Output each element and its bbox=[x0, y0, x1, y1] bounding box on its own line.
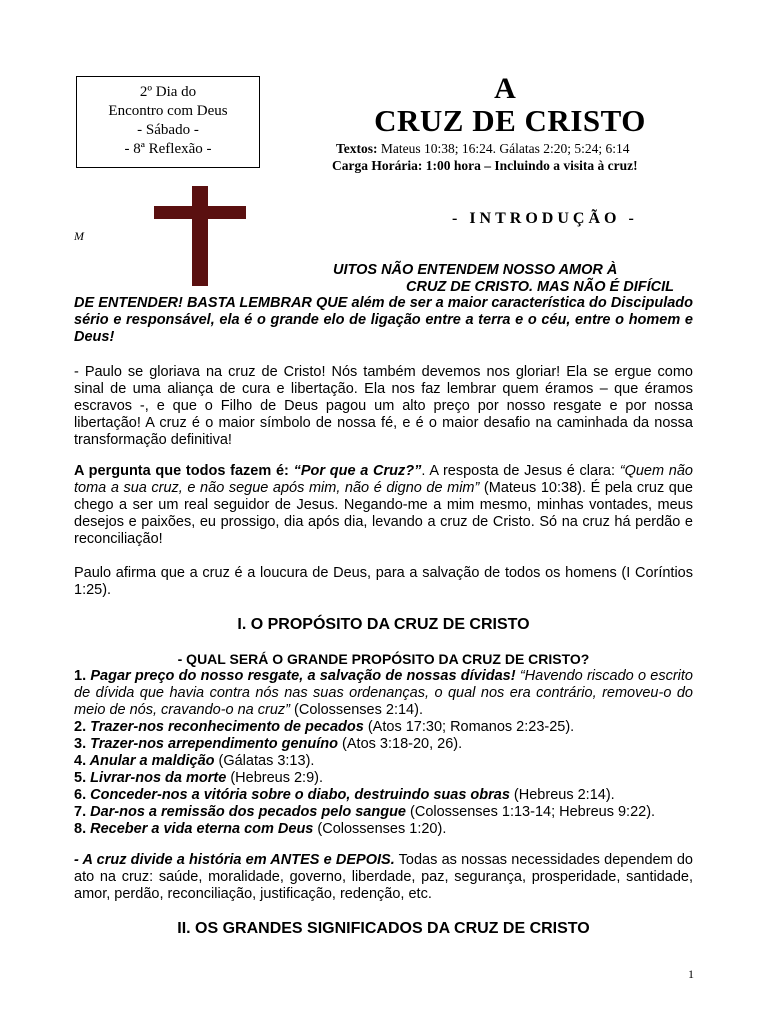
header-box-line: Encontro com Deus bbox=[108, 103, 228, 119]
texts-reference bbox=[336, 141, 630, 157]
list-item bbox=[74, 736, 693, 753]
item-reference: (Colossenses 1:20). bbox=[313, 821, 447, 837]
item-quote: “Havendo riscado o escrito de dívida que havia contra nós nas suas ordenanças, o qual nos era contrário, removeu-o do meio de nós, cravando-o na cruz” bbox=[74, 668, 693, 718]
item-number: 4. bbox=[74, 753, 87, 769]
cross-vertical-beam bbox=[192, 186, 208, 286]
intro-lead-rest-text: DE ENTENDER! BASTA LEMBRAR QUE além de ser a maior característica do Discipulado sério e responsável, ela é o grande elo de ligação entre a terra e o céu, entre o homem e Deus! bbox=[74, 295, 693, 345]
paragraph-text: Paulo afirma que a cruz é a loucura de Deus, para a salvação de todos os homens (I Coríntios 1:25). bbox=[74, 565, 693, 598]
item-number: 3. bbox=[74, 736, 87, 752]
item-reference: (Colossenses 2:14). bbox=[290, 702, 423, 718]
list-item bbox=[74, 668, 693, 719]
item-title: Dar-nos a remissão dos pecados pelo sangue bbox=[86, 804, 406, 820]
texts-label: Textos: bbox=[336, 141, 378, 156]
question-text: “Por que a Cruz?” bbox=[293, 463, 422, 479]
intro-paragraph-3 bbox=[74, 565, 693, 599]
item-title: Conceder-nos a vitória sobre o diabo, destruindo suas obras bbox=[86, 787, 510, 803]
texts-refs: Mateus 10:38; 16:24. Gálatas 2:20; 5:24; 6:14 bbox=[377, 141, 630, 156]
item-title: Livrar-nos da morte bbox=[86, 770, 227, 786]
item-title: Anular a maldição bbox=[86, 753, 215, 769]
intro-paragraph-1 bbox=[74, 364, 693, 449]
item-title: Receber a vida eterna com Deus bbox=[86, 821, 314, 837]
item-number: 2. bbox=[74, 719, 87, 735]
item-number: 8. bbox=[74, 821, 87, 837]
paragraph-text: - Paulo se gloriava na cruz de Cristo! Nós também devemos nos gloriar! Ela se ergue como sinal de uma aliança de cura e libertação. Ela nos faz lembrar quem éramos – que éramos escravos -, e que o Filho de Deus pagou um alto preço por nosso resgate e por nossa libertação! A cruz é o maior símbolo de nossa fé, e é o maior desafio na caminhada da nossa transformação definitiva! bbox=[74, 364, 693, 448]
list-item bbox=[74, 753, 693, 770]
header-box-line: 2º Dia do bbox=[139, 84, 197, 100]
history-lead: - A cruz divide a história em ANTES e DEPOIS. bbox=[74, 852, 395, 868]
item-reference: (Atos 17:30; Romanos 2:23-25). bbox=[363, 719, 575, 735]
page-number: 1 bbox=[688, 967, 694, 981]
section-question: - QUAL SERÁ O GRANDE PROPÓSITO DA CRUZ DE CRISTO? bbox=[177, 651, 590, 667]
item-reference: (Hebreus 2:9). bbox=[226, 770, 324, 786]
intro-paragraph-2 bbox=[74, 463, 693, 548]
item-reference: (Gálatas 3:13). bbox=[214, 753, 315, 769]
jesus-quote: “Quem não toma a sua cruz, e não segue após mim, não é digno de mim” bbox=[74, 463, 693, 496]
list-item bbox=[74, 719, 693, 736]
question-lead: A pergunta que todos fazem é: bbox=[74, 463, 294, 479]
intro-heading: - INTRODUÇÃO - bbox=[452, 210, 638, 227]
item-reference: (Hebreus 2:14). bbox=[509, 787, 615, 803]
cross-horizontal-beam bbox=[154, 206, 246, 219]
item-number: 7. bbox=[74, 804, 87, 820]
header-info-box bbox=[76, 76, 260, 168]
list-item bbox=[74, 804, 693, 821]
answer-intro: . A resposta de Jesus é clara: bbox=[421, 463, 620, 479]
item-number: 1. bbox=[74, 668, 87, 684]
section-heading-meanings: II. OS GRANDES SIGNIFICADOS DA CRUZ DE CRISTO bbox=[177, 920, 590, 937]
item-number: 5. bbox=[74, 770, 87, 786]
list-item bbox=[74, 770, 693, 787]
section-heading-purpose: I. O PROPÓSITO DA CRUZ DE CRISTO bbox=[237, 616, 530, 633]
item-title: Trazer-nos reconhecimento de pecados bbox=[86, 719, 364, 735]
list-item bbox=[74, 787, 693, 804]
header-box-line: - Sábado - bbox=[137, 122, 199, 138]
intro-lead-rest bbox=[74, 295, 693, 346]
title-article: A bbox=[494, 72, 516, 105]
item-reference: (Colossenses 1:13-14; Hebreus 9:22). bbox=[406, 804, 656, 820]
page-title: CRUZ DE CRISTO bbox=[374, 103, 646, 138]
paragraph-text: (Mateus 10:38). É pela cruz que chego a ser um real seguidor de Jesus. Negando-me a mim mesmo, minhas vontades, meus desejos e paixões, eu prossigo, dia após dia, levando a cruz de Cristo. Só na cruz há perdão e reconciliação! bbox=[74, 480, 693, 547]
intro-lead-line-1: UITOS NÃO ENTENDEM NOSSO AMOR À bbox=[333, 262, 618, 278]
list-item bbox=[74, 821, 693, 838]
history-paragraph bbox=[74, 852, 693, 903]
item-title: Pagar preço do nosso resgate, a salvação de nossas dívidas! bbox=[86, 668, 516, 684]
header-box-line: - 8ª Reflexão - bbox=[124, 141, 212, 157]
item-number: 6. bbox=[74, 787, 87, 803]
workload-line: Carga Horária: 1:00 hora – Incluindo a visita à cruz! bbox=[332, 158, 638, 173]
item-title: Trazer-nos arrependimento genuíno bbox=[86, 736, 339, 752]
intro-lead-line-2: CRUZ DE CRISTO. MAS NÃO É DIFÍCIL bbox=[406, 279, 674, 295]
item-reference: (Atos 3:18-20, 26). bbox=[338, 736, 463, 752]
drop-letter: M bbox=[74, 229, 84, 243]
cross-icon bbox=[154, 186, 246, 286]
paragraph-text: Todas as nossas necessidades dependem do ato na cruz: saúde, moralidade, governo, liberdade, paz, segurança, prosperidade, santidade, amor, perdão, reconciliação, justificação, redenção, etc. bbox=[74, 852, 693, 902]
purpose-list bbox=[74, 668, 693, 838]
